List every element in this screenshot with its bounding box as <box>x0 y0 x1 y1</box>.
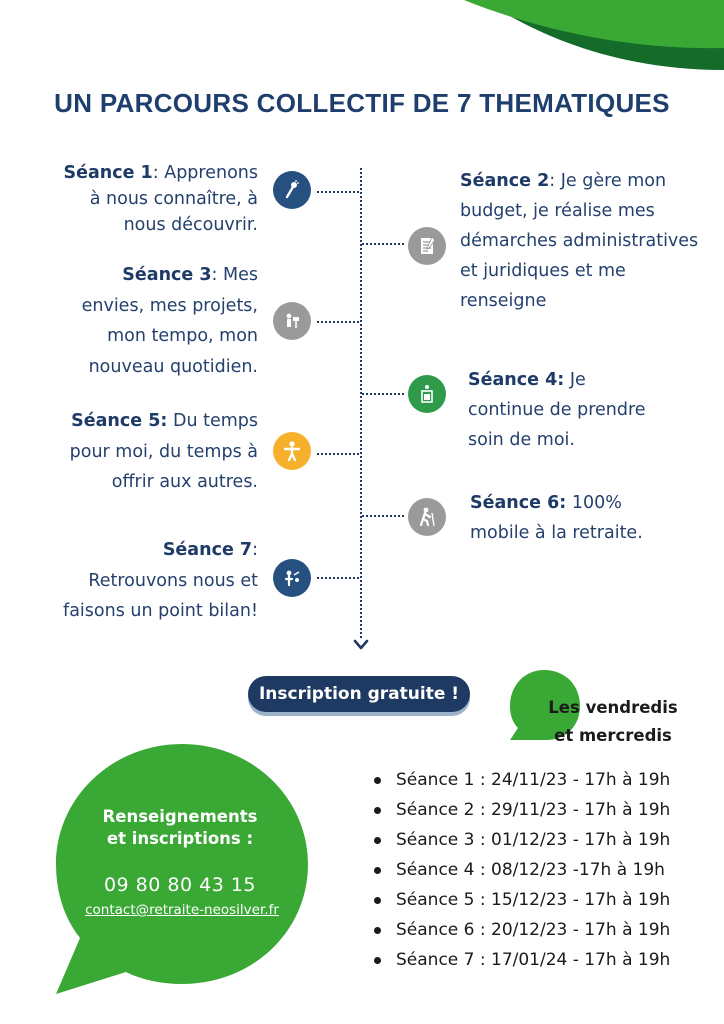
connector-1 <box>317 191 359 193</box>
session-2-text: Séance 2: Je gère mon budget, je réalise mes démarches administratives et juridiques et me renseigne <box>460 171 699 311</box>
session-1-text: Séance 1: Apprenons à nous connaître, à nous découvrir. <box>63 163 258 235</box>
connector-2 <box>362 243 404 245</box>
connector-5 <box>317 453 359 455</box>
microphone-icon <box>273 171 311 209</box>
connector-4 <box>362 393 404 395</box>
connector-7 <box>317 577 359 579</box>
contact-title: Renseignements et inscriptions : <box>102 807 258 848</box>
page-title: UN PARCOURS COLLECTIF DE 7 THEMATIQUES <box>54 88 670 118</box>
session-4-text: Séance 4: Je continue de prendre soin de moi. <box>468 370 646 450</box>
contact-bubble-shape <box>54 742 314 996</box>
phone-number[interactable]: 09 80 80 43 15 <box>103 874 257 896</box>
days-label: Les vendredis et mercredis <box>548 698 678 745</box>
list-item: Séance 3 : 01/12/23 - 17h à 19h <box>372 825 670 855</box>
corner-wave-decoration <box>464 0 724 80</box>
list-item: Séance 2 : 29/11/23 - 17h à 19h <box>372 795 670 825</box>
list-item: Séance 6 : 20/12/23 - 17h à 19h <box>372 915 670 945</box>
person-giving-icon <box>273 432 311 470</box>
schedule-list <box>372 765 670 975</box>
meeting-icon <box>273 559 311 597</box>
list-item: Séance 4 : 08/12/23 -17h à 19h <box>372 855 670 885</box>
session-5-text: Séance 5: Du temps pour moi, du temps à offrir aux autres. <box>69 411 258 492</box>
hiker-icon <box>408 498 446 536</box>
list-item: Séance 5 : 15/12/23 - 17h à 19h <box>372 885 670 915</box>
document-icon <box>408 227 446 265</box>
chevron-down-icon <box>353 638 369 652</box>
timeline-line <box>360 168 362 638</box>
session-3-text: Séance 3: Mes envies, mes projets, mon tempo, mon nouveau quotidien. <box>81 265 258 377</box>
registration-button[interactable]: Inscription gratuite ! <box>248 676 470 712</box>
people-projects-icon <box>273 302 311 340</box>
session-7-text: Séance 7: Retrouvons nous et faisons un point bilan! <box>63 540 258 621</box>
email-link[interactable]: contact@retraite-neosilver.fr <box>85 902 279 918</box>
care-kit-icon <box>408 375 446 413</box>
list-item: Séance 7 : 17/01/24 - 17h à 19h <box>372 945 670 975</box>
connector-3 <box>317 321 359 323</box>
list-item: Séance 1 : 24/11/23 - 17h à 19h <box>372 765 670 795</box>
connector-6 <box>362 515 404 517</box>
session-6-text: Séance 6: 100% mobile à la retraite. <box>470 493 643 543</box>
